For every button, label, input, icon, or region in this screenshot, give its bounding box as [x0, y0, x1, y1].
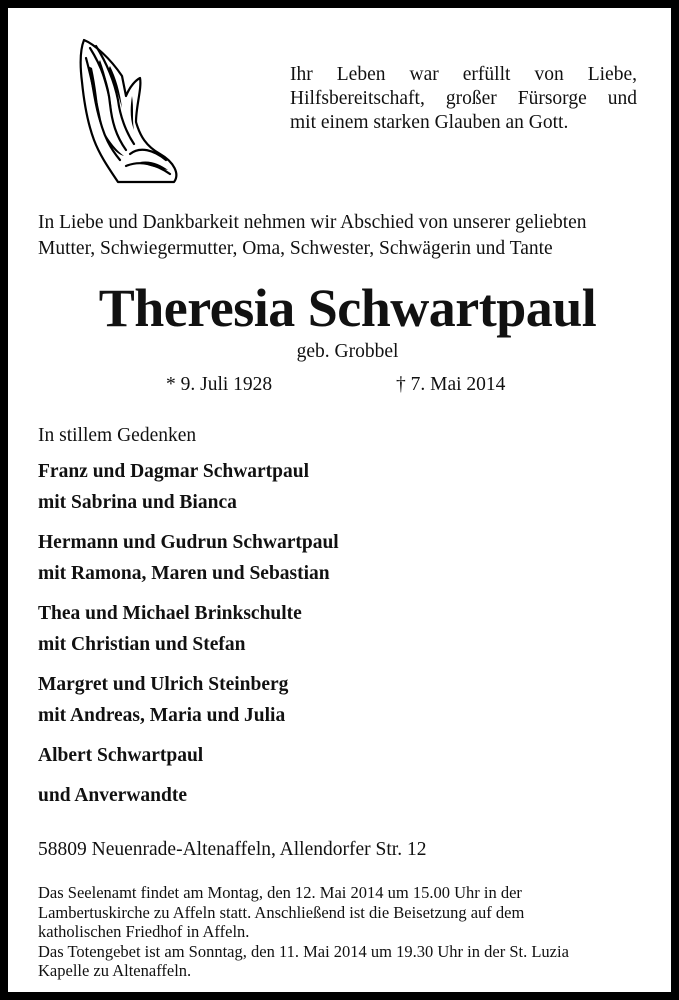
- mourner-line: Margret und Ulrich Steinberg: [38, 674, 289, 695]
- maiden-name: geb. Grobbel: [296, 341, 399, 362]
- mourner-family: [38, 669, 658, 731]
- notice-line: Lambertuskirche zu Affeln statt. Anschließend ist die Beisetzung auf dem: [38, 902, 525, 922]
- mourner-family: [38, 598, 658, 660]
- mourner-family: [38, 740, 658, 771]
- birth-date: * 9. Juli 1928: [166, 374, 273, 395]
- death-date: † 7. Mai 2014: [396, 374, 506, 395]
- service-notice: [38, 883, 658, 981]
- mourners-list: [38, 456, 658, 820]
- motto-quote: [290, 63, 637, 135]
- mourner-family: [38, 780, 658, 811]
- notice-line: katholischen Friedhof in Affeln.: [38, 922, 250, 941]
- mourner-line: Thea und Michael Brinkschulte: [38, 603, 302, 624]
- mourner-line: Franz und Dagmar Schwartpaul: [38, 461, 310, 482]
- address: 58809 Neuenrade-Altenaffeln, Allendorfer Str. 12: [38, 839, 427, 860]
- intro-text: [38, 210, 678, 262]
- intro-line: Mutter, Schwiegermutter, Oma, Schwester, Schwägerin und Tante: [38, 238, 553, 259]
- intro-line: In Liebe und Dankbarkeit nehmen wir Abschied von unserer geliebten: [38, 212, 587, 233]
- notice-line: Das Seelenamt findet am Montag, den 12. Mai 2014 um 15.00 Uhr in der: [38, 883, 522, 902]
- notice-line: Kapelle zu Altenaffeln.: [38, 961, 192, 980]
- mourner-line: mit Christian und Stefan: [38, 634, 246, 655]
- mourner-line: mit Andreas, Maria und Julia: [38, 705, 286, 726]
- mourner-line: Hermann und Gudrun Schwartpaul: [38, 532, 339, 553]
- praying-hands-icon: [70, 36, 190, 186]
- mourner-line: mit Ramona, Maren und Sebastian: [38, 563, 330, 584]
- mourner-line: mit Sabrina und Bianca: [38, 492, 237, 513]
- deceased-name: Theresia Schwartpaul: [98, 278, 597, 338]
- mourner-family: [38, 456, 658, 518]
- mourner-family: [38, 527, 658, 589]
- motto-line: mit einem starken Glauben an Gott.: [290, 112, 569, 133]
- motto-line: Ihr Leben war erfüllt von Liebe,: [290, 64, 637, 85]
- mourners-heading: In stillem Gedenken: [38, 425, 197, 446]
- mourner-line: Albert Schwartpaul: [38, 745, 204, 766]
- motto-line: Hilfsbereitschaft, großer Fürsorge und: [290, 88, 637, 109]
- mourner-line: und Anverwandte: [38, 785, 187, 806]
- notice-line: Das Totengebet ist am Sonntag, den 11. Mai 2014 um 19.30 Uhr in der St. Luzia: [38, 941, 569, 961]
